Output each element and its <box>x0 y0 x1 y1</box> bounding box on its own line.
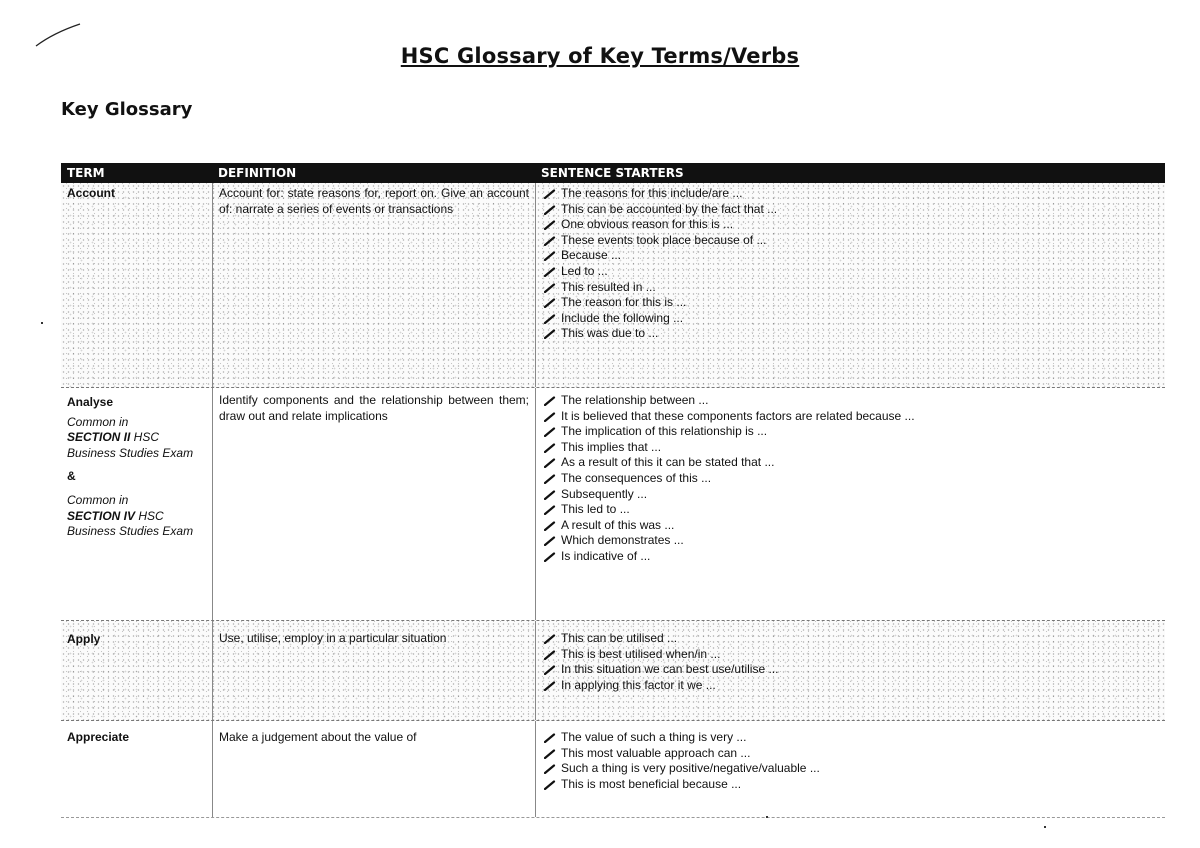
list-item <box>542 202 1159 218</box>
starter-text: In applying this factor it we ... <box>561 677 716 692</box>
term-label: Analyse <box>67 395 114 409</box>
note-text: HSC Business Studies Exam <box>67 508 194 539</box>
definition-text: Account for: state reasons for, report on. Give an account of: narrate a series of events or transactions <box>219 186 529 216</box>
pencil-icon <box>544 474 556 484</box>
header-term: TERM <box>67 166 105 180</box>
starter-text: The reason for this is ... <box>561 295 687 310</box>
list-item <box>542 518 1159 534</box>
starters-cell <box>535 721 1165 817</box>
list-item <box>542 647 1159 663</box>
starter-text: This resulted in ... <box>561 279 656 294</box>
glossary-table <box>61 163 1165 818</box>
list-item <box>542 455 1159 471</box>
pencil-icon <box>544 458 556 468</box>
pencil-icon <box>544 396 556 406</box>
starters-cell <box>535 388 1165 620</box>
starter-text: Include the following ... <box>561 310 684 325</box>
list-item <box>542 678 1159 694</box>
starter-text: Led to ... <box>561 263 608 278</box>
table-row-appreciate <box>61 721 1165 818</box>
pencil-icon <box>544 665 556 675</box>
term-label: Appreciate <box>67 730 130 744</box>
list-item <box>542 487 1159 503</box>
pencil-icon <box>544 189 556 199</box>
starter-text: In this situation we can best use/utilise ... <box>561 662 779 677</box>
pencil-icon <box>544 749 556 759</box>
list-item <box>542 326 1159 342</box>
starter-text: Such a thing is very positive/negative/valuable ... <box>561 761 820 776</box>
pencil-icon <box>544 443 556 453</box>
exam-note <box>67 415 206 462</box>
pencil-icon <box>544 764 556 774</box>
scan-speck <box>41 322 43 324</box>
list-item <box>542 761 1159 777</box>
list-item <box>542 409 1159 425</box>
definition-cell <box>212 621 535 720</box>
pencil-icon <box>544 236 556 246</box>
pencil-icon <box>544 427 556 437</box>
list-item <box>542 295 1159 311</box>
pencil-icon <box>544 536 556 546</box>
scan-speck <box>1044 826 1046 828</box>
pencil-icon <box>544 634 556 644</box>
definition-cell <box>212 721 535 817</box>
pencil-icon <box>544 283 556 293</box>
pencil-icon <box>544 205 556 215</box>
starter-text: The relationship between ... <box>561 393 709 407</box>
starters-list <box>542 730 1159 792</box>
starter-text: This can be accounted by the fact that ... <box>561 201 778 216</box>
term-cell <box>61 721 212 817</box>
starter-text: These events took place because of ... <box>561 232 767 247</box>
starter-text: This is most beneficial because ... <box>561 776 742 791</box>
definition-cell <box>212 183 535 387</box>
term-label: Account <box>67 186 115 200</box>
scan-speck <box>766 816 768 818</box>
starter-text: The consequences of this ... <box>561 470 712 485</box>
list-item <box>542 440 1159 456</box>
term-cell <box>61 621 212 720</box>
pencil-icon <box>544 780 556 790</box>
pencil-icon <box>544 298 556 308</box>
starter-text: Which demonstrates ... <box>561 533 684 548</box>
note-section: SECTION II <box>67 430 131 445</box>
pencil-icon <box>544 220 556 230</box>
list-item <box>542 264 1159 280</box>
starters-list <box>542 631 1159 693</box>
list-item <box>542 502 1159 518</box>
starters-list <box>542 393 1159 565</box>
note-text: Common in <box>67 414 129 429</box>
starter-text: This is best utilised when/in ... <box>561 646 721 661</box>
term-cell <box>61 183 212 387</box>
starter-text: The implication of this relationship is ... <box>561 424 768 439</box>
starters-list <box>542 186 1159 342</box>
starter-text: This implies that ... <box>561 439 662 454</box>
list-item <box>542 662 1159 678</box>
definition-text: Use, utilise, employ in a particular situation <box>219 631 447 645</box>
starter-text: This was due to ... <box>561 326 659 341</box>
note-text: Common in <box>67 492 129 507</box>
list-item <box>542 746 1159 762</box>
list-item <box>542 186 1159 202</box>
starter-text: A result of this was ... <box>561 517 675 532</box>
starter-text: The reasons for this include/are ... <box>561 186 743 200</box>
list-item <box>542 424 1159 440</box>
starter-text: Is indicative of ... <box>561 548 651 563</box>
note-ampersand: & <box>67 469 76 484</box>
list-item <box>542 631 1159 647</box>
list-item <box>542 730 1159 746</box>
starter-text: Because ... <box>561 248 622 263</box>
section-heading: Key Glossary <box>61 99 193 120</box>
list-item <box>542 471 1159 487</box>
pencil-icon <box>544 552 556 562</box>
starter-text: As a result of this it can be stated that ... <box>561 455 775 470</box>
pencil-icon <box>544 505 556 515</box>
table-row-apply <box>61 621 1165 721</box>
pencil-icon <box>544 251 556 261</box>
table-header-row <box>61 163 1165 183</box>
exam-note <box>67 493 206 540</box>
starter-text: One obvious reason for this is ... <box>561 217 734 232</box>
pencil-icon <box>544 681 556 691</box>
starter-text: It is believed that these components factors are related because ... <box>561 408 915 423</box>
table-row-account <box>61 183 1165 388</box>
pencil-icon <box>544 521 556 531</box>
starter-text: The value of such a thing is very ... <box>561 730 747 744</box>
list-item <box>542 533 1159 549</box>
list-item <box>542 393 1159 409</box>
definition-text: Make a judgement about the value of <box>219 730 417 744</box>
list-item <box>542 233 1159 249</box>
term-label: Apply <box>67 632 101 646</box>
definition-cell <box>212 388 535 620</box>
pencil-icon <box>544 267 556 277</box>
list-item <box>542 777 1159 793</box>
list-item <box>542 217 1159 233</box>
starters-cell <box>535 621 1165 720</box>
note-section: SECTION IV <box>67 508 136 523</box>
list-item <box>542 280 1159 296</box>
document-title: HSC Glossary of Key Terms/Verbs <box>400 44 800 68</box>
pencil-icon <box>544 329 556 339</box>
starter-text: This most valuable approach can ... <box>561 745 751 760</box>
starters-cell <box>535 183 1165 387</box>
pencil-icon <box>544 650 556 660</box>
pencil-icon <box>544 412 556 422</box>
note-text: HSC Business Studies Exam <box>67 430 194 460</box>
header-sentence-starters: SENTENCE STARTERS <box>541 166 684 180</box>
starter-text: This can be utilised ... <box>561 631 678 645</box>
table-row-analyse <box>61 388 1165 621</box>
header-definition: DEFINITION <box>218 166 297 180</box>
definition-text: Identify components and the relationship between them; draw out and relate implications <box>219 393 529 423</box>
list-item <box>542 549 1159 565</box>
pencil-icon <box>544 733 556 743</box>
pencil-icon <box>544 490 556 500</box>
term-cell <box>61 388 212 620</box>
starter-text: Subsequently ... <box>561 486 648 501</box>
list-item <box>542 248 1159 264</box>
starter-text: This led to ... <box>561 502 630 517</box>
list-item <box>542 311 1159 327</box>
pencil-icon <box>544 314 556 324</box>
